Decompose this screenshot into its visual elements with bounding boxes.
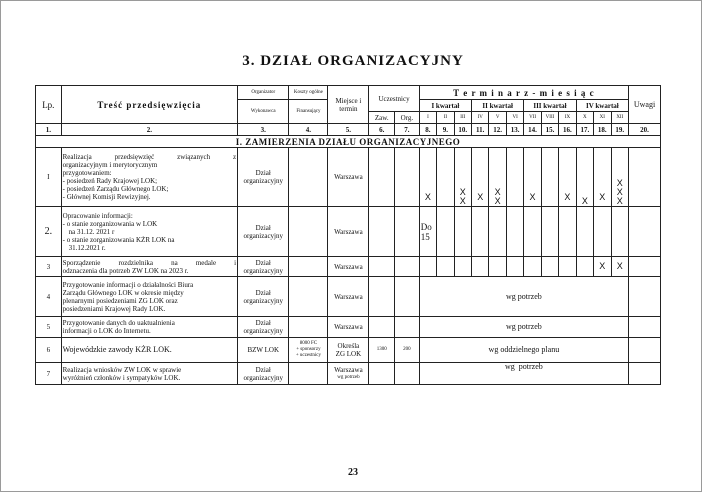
row-zaw (369, 317, 395, 338)
header-month: II (437, 112, 454, 124)
row-text (61, 277, 237, 317)
month-mark: X (594, 148, 611, 207)
row-text-line: odznaczenia dla potrzeb ZW LOK na 2023 r. (62, 266, 189, 275)
row-text-line: 31.12.2021 r. (68, 243, 106, 252)
column-number: 14. (524, 124, 541, 136)
table-row (36, 338, 661, 363)
row-zaw (369, 207, 395, 257)
row-wykonawca: Dział organizacyjny (238, 257, 289, 277)
header-kwartal-4: IV kwartał (576, 100, 628, 112)
row-text-line: Przygotowanie informacji o działalności Biura (62, 280, 194, 289)
table-row (36, 277, 661, 317)
column-number: 10. (454, 124, 471, 136)
month-mark (541, 148, 558, 207)
row-uwagi (629, 207, 661, 257)
row-text-line: - Głównej Komisji Rewizyjnej. (62, 193, 151, 201)
month-mark: X X (454, 148, 471, 207)
row-finansujacy (289, 257, 328, 277)
row-text-line: plenarnymi posiedzeniami ZG LOK oraz (62, 296, 178, 305)
row-miejsce: Warszawa (328, 148, 369, 207)
page-number: 23 (348, 467, 358, 478)
row-note: wg potrzeb (419, 317, 628, 338)
header-kwartal-3: III kwartał (524, 100, 576, 112)
row-uwagi (629, 257, 661, 277)
column-number: 16. (559, 124, 576, 136)
row-org (395, 207, 420, 257)
header-month: I (419, 112, 436, 124)
column-number: 20. (629, 124, 661, 136)
page-title: 3. DZIAŁ ORGANIZACYJNY (242, 53, 464, 69)
row-zaw: 1300 (369, 338, 395, 363)
row-text-line: Opracowanie informacji: (62, 211, 133, 220)
row-wykonawca: Dział organizacyjny (238, 363, 289, 385)
month-mark: X (594, 257, 611, 277)
table-row (36, 363, 661, 385)
column-number: 4. (289, 124, 328, 136)
header-month: XI (594, 112, 611, 124)
row-text-line: Sporządzenie rozdzielnika na medale i (62, 258, 237, 267)
row-text-line: - posiedzeń Rady Krajowej LOK; (62, 177, 158, 185)
row-org (395, 317, 420, 338)
row-wykonawca: Dział organizacyjny (238, 317, 289, 338)
header-wykonawca: Wykonawca (238, 100, 289, 124)
header-month: IV (472, 112, 489, 124)
row-zaw (369, 257, 395, 277)
row-wykonawca: BZW LOK (238, 338, 289, 363)
month-mark: X X (489, 148, 506, 207)
header-month: IX (559, 112, 576, 124)
row-text-line: informacji o LOK do Internetu. (62, 327, 151, 335)
row-org (395, 257, 420, 277)
column-number: 19. (611, 124, 629, 136)
row-miejsce (328, 363, 369, 385)
table-row (36, 148, 661, 207)
month-mark: X X X (611, 148, 629, 207)
row-finansujacy (289, 338, 328, 363)
table-row (36, 207, 661, 257)
header-month: X (576, 112, 593, 124)
column-number: 8. (419, 124, 436, 136)
row-text-line: posiedzeniami Krajowej Rady LOK. (62, 304, 166, 313)
row-zaw (369, 363, 395, 385)
row-miejsce: Warszawa (328, 277, 369, 317)
row-wykonawca: Dział organizacyjny (238, 277, 289, 317)
header-month: V (489, 112, 506, 124)
month-mark: X (524, 148, 541, 207)
row-note: wg oddzielnego planu (419, 338, 628, 363)
row-zaw (369, 148, 395, 207)
row-org: 200 (395, 338, 420, 363)
finansujacy-line: + uczestnicy (295, 353, 321, 358)
column-number: 2. (61, 124, 237, 136)
header-uwagi: Uwagi (629, 86, 661, 124)
row-text (61, 338, 237, 363)
column-number: 17. (576, 124, 593, 136)
table-row (36, 257, 661, 277)
row-lp: 5 (36, 317, 62, 338)
row-finansujacy (289, 363, 328, 385)
row-text (61, 317, 237, 338)
row-org (395, 363, 420, 385)
row-uwagi (629, 317, 661, 338)
row-lp: 3 (36, 257, 62, 277)
miejsce-line: ZG LOK (335, 350, 362, 358)
month-mark: X (611, 257, 629, 277)
row-uwagi (629, 338, 661, 363)
column-number: 13. (506, 124, 523, 136)
row-miejsce: Warszawa (328, 207, 369, 257)
section-title: I. ZAMIERZENIA DZIAŁU ORGANIZACYJNEGO (36, 136, 661, 148)
row-text-line: organizacyjnym i merytorycznym (62, 161, 158, 169)
header-org: Org. (395, 112, 420, 124)
header-koszty: Koszty ogólne (289, 86, 328, 100)
miejsce-line: wg potrzeb (337, 374, 360, 380)
row-text (61, 363, 237, 385)
header-month: VI (506, 112, 523, 124)
schedule-table (35, 85, 661, 385)
column-number: 15. (541, 124, 558, 136)
row-text-line: na 31.12. 2021 r (68, 227, 115, 236)
row-text (61, 257, 237, 277)
header-month: VIII (541, 112, 558, 124)
row-org (395, 277, 420, 317)
row-uwagi (629, 363, 661, 385)
month-mark: X (419, 148, 436, 207)
row-text-line: - posiedzeń Zarządu Głównego LOK; (62, 185, 169, 193)
row-finansujacy (289, 277, 328, 317)
column-number: 18. (594, 124, 611, 136)
row-finansujacy (289, 148, 328, 207)
column-number: 11. (472, 124, 489, 136)
header-kwartal-2: II kwartał (472, 100, 524, 112)
header-uczestnicy: Uczestnicy (369, 86, 419, 112)
row-note: wg potrzeb (419, 277, 628, 317)
column-number: 1. (36, 124, 62, 136)
row-text-line: przygotowaniem: (62, 169, 112, 177)
row-text-line: Wojewódzkie zawody KŻR LOK. (62, 345, 172, 354)
row-text-line: Realizacja wniosków ZW LOK w sprawie (62, 365, 182, 374)
header-organizator: Organizator (238, 86, 289, 100)
month-mark: X (576, 148, 593, 207)
header-tresc: Treść przedsięwzięcia (61, 86, 237, 124)
deadline-mark: Do 15 (419, 207, 436, 257)
row-finansujacy (289, 317, 328, 338)
header-finansujacy: Finansujący (289, 100, 328, 124)
month-mark (506, 148, 523, 207)
header-zaw: Zaw. (369, 112, 395, 124)
row-text-line: - o stanie zorganizowania w LOK (62, 219, 158, 228)
miejsce-line: Warszawa (334, 365, 363, 374)
finansujacy-line: 8000 FC (299, 341, 318, 346)
row-note: wg potrzeb (419, 363, 628, 385)
row-finansujacy (289, 207, 328, 257)
row-miejsce (328, 338, 369, 363)
row-text (61, 207, 237, 257)
row-text (61, 148, 237, 207)
header-miejsce: Miejsce i termin (328, 86, 369, 124)
row-lp: 6 (36, 338, 62, 363)
row-uwagi (629, 277, 661, 317)
column-number: 7. (395, 124, 420, 136)
month-mark: X (472, 148, 489, 207)
header-month: III (454, 112, 471, 124)
row-zaw (369, 277, 395, 317)
finansujacy-line: + sponsorzy (296, 347, 321, 352)
row-org (395, 148, 420, 207)
row-wykonawca: Dział organizacyjny (238, 148, 289, 207)
row-text-line: Realizacja przedsięwzięć związanych z (62, 153, 237, 161)
row-lp: 2. (36, 207, 62, 257)
row-text-line: Przygotowanie danych do uaktualnienia (62, 319, 175, 327)
column-number: 12. (489, 124, 506, 136)
row-text-line: wyróżnień członków i sympatyków LOK. (62, 373, 181, 382)
column-number: 6. (369, 124, 395, 136)
row-miejsce: Warszawa (328, 317, 369, 338)
header-terminarz: T e r m i n a r z - m i e s i ą c (419, 86, 628, 100)
row-uwagi (629, 148, 661, 207)
row-text-line: Zarządu Głównego LOK w okresie między (62, 288, 184, 297)
table-row (36, 317, 661, 338)
header-lp: Lp. (36, 86, 62, 124)
header-kwartal-1: I kwartał (419, 100, 471, 112)
header-month: XII (611, 112, 629, 124)
row-lp: 7 (36, 363, 62, 385)
column-number: 3. (238, 124, 289, 136)
miejsce-line: Określa (337, 342, 360, 350)
column-number: 9. (437, 124, 454, 136)
row-lp: I (36, 148, 62, 207)
column-number: 5. (328, 124, 369, 136)
month-mark (437, 148, 454, 207)
month-mark: X (559, 148, 576, 207)
row-wykonawca: Dział organizacyjny (238, 207, 289, 257)
row-text-line: - o stanie zorganizowania KŻR LOK na (62, 235, 175, 244)
row-miejsce: Warszawa (328, 257, 369, 277)
header-month: VII (524, 112, 541, 124)
row-lp: 4 (36, 277, 62, 317)
